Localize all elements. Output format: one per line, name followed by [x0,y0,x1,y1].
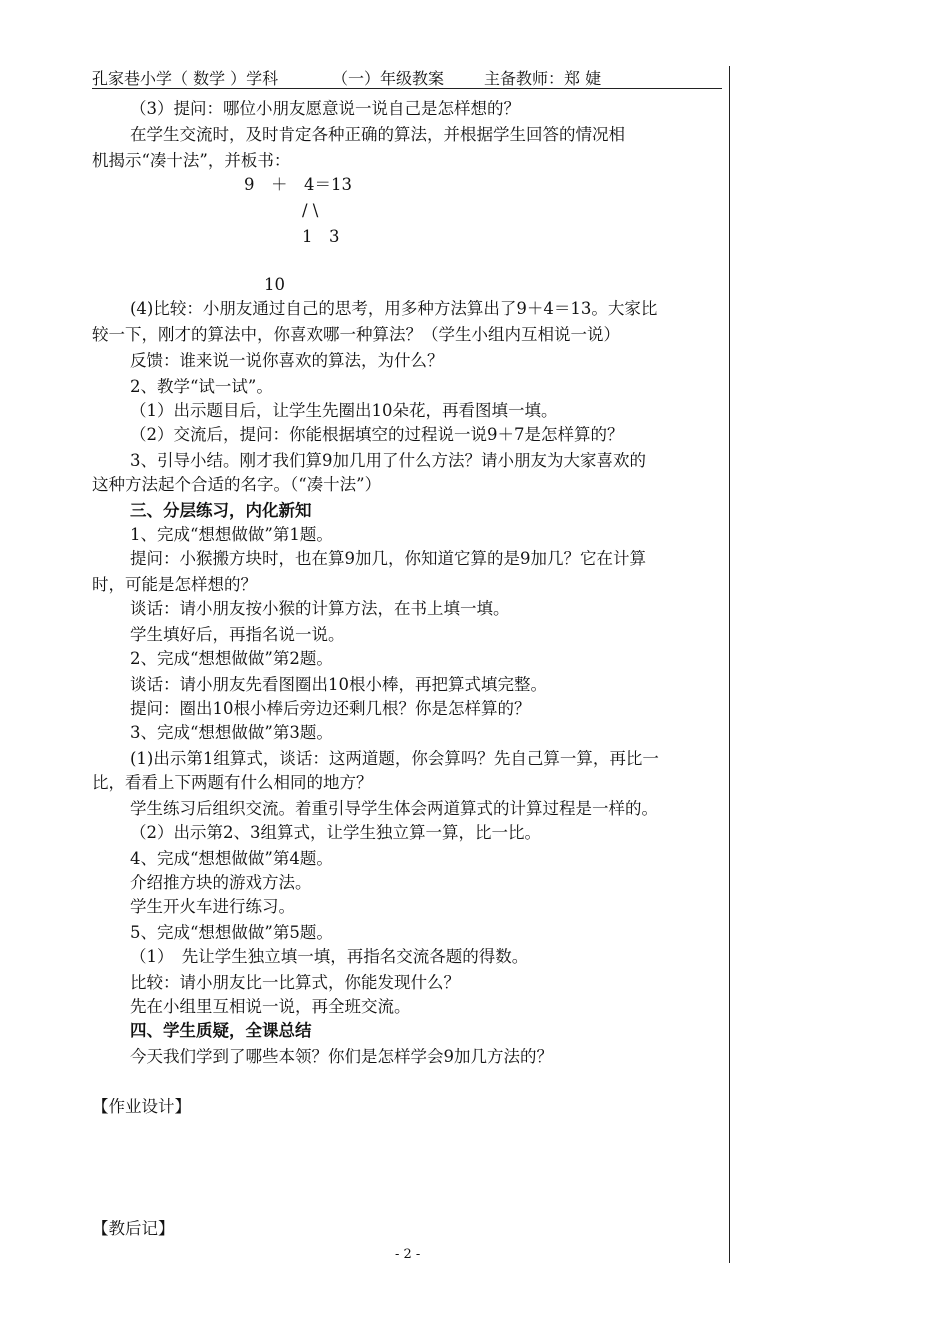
text-line: (1)出示第1组算式，谈话：这两道题，你会算吗？先自己算一算，再比一 [130,749,659,768]
text-line: (4)比较：小朋友通过自己的思考，用多种方法算出了9＋4＝13。大家比 [130,299,658,318]
text-line: 较一下，刚才的算法中，你喜欢哪一种算法？（学生小组内互相说一说） [92,325,620,344]
text-line: 2、教学“试一试”。 [130,377,273,396]
text-line: 谈话：请小朋友先看图圈出10根小棒，再把算式填完整。 [130,675,547,694]
text-line: 2、完成“想想做做”第2题。 [130,649,333,668]
text-line: （2）出示第2、3组算式，让学生独立算一算，比一比。 [130,823,541,842]
text-line: 提问：小猴搬方块时，也在算9加几，你知道它算的是9加几？它在计算 [130,549,646,568]
text-line: 学生练习后组织交流。着重引导学生体会两道算式的计算过程是一样的。 [130,799,658,818]
page-header [92,64,722,89]
text-line: 这种方法起个合适的名字。（“凑十法”） [92,475,382,494]
make-ten-result: 10 [264,275,285,294]
header-teacher: 主备教师：郑 婕 [484,69,602,88]
homework-design-heading: 【作业设计】 [92,1097,191,1116]
text-line: 1、完成“想想做做”第1题。 [130,525,333,544]
text-line: 学生开火车进行练习。 [130,897,295,916]
text-line: 5、完成“想想做做”第5题。 [130,923,333,942]
header-grade: （一）年级教案 [332,69,445,88]
header-school: 孔家巷小学（ 数学 ）学科 [92,69,279,88]
text-line: 比较：请小朋友比一比算式，你能发现什么？ [130,973,460,992]
section-heading: 四、学生质疑，全课总结 [130,1021,312,1040]
text-line: （1）出示题目后，让学生先圈出10朵花，再看图填一填。 [130,401,558,420]
text-line: 今天我们学到了哪些本领？你们是怎样学会9加几方法的？ [130,1047,553,1066]
text-line: 提问：圈出10根小棒后旁边还剩几根？你是怎样算的？ [130,699,531,718]
text-line: （2）交流后，提问：你能根据填空的过程说一说9＋7是怎样算的？ [130,425,624,444]
text-line: 4、完成“想想做做”第4题。 [130,849,333,868]
text-line: 在学生交流时，及时肯定各种正确的算法，并根据学生回答的情况相 [130,125,625,144]
section-heading: 三、分层练习，内化新知 [130,501,312,520]
text-line: 时，可能是怎样想的？ [92,575,257,594]
text-line: 机揭示“凑十法”，并板书： [92,151,291,170]
text-line: 反馈：谁来说一说你喜欢的算法，为什么？ [130,351,444,370]
margin-rule [729,66,730,1263]
decomposition-branch: / \ [302,201,319,220]
decomposition-parts: 1 3 [302,227,340,246]
text-line: 学生填好后，再指名说一说。 [130,625,345,644]
text-line: 介绍推方块的游戏方法。 [130,873,312,892]
text-line: 3、引导小结。刚才我们算9加几用了什么方法？请小朋友为大家喜欢的 [130,451,646,470]
text-line: 比，看看上下两题有什么相同的地方？ [92,773,373,792]
post-lesson-notes-heading: 【教后记】 [92,1219,175,1238]
text-line: 先在小组里互相说一说，再全班交流。 [130,997,411,1016]
text-line: （3）提问：哪位小朋友愿意说一说自己是怎样想的？ [130,99,520,118]
text-line: 3、完成“想想做做”第3题。 [130,723,333,742]
page-number: - 2 - [395,1247,421,1262]
equation-line: 9 ＋ 4＝13 [244,175,352,194]
text-line: （1） 先让学生独立填一填，再指名交流各题的得数。 [130,947,529,966]
text-line: 谈话：请小朋友按小猴的计算方法，在书上填一填。 [130,599,510,618]
